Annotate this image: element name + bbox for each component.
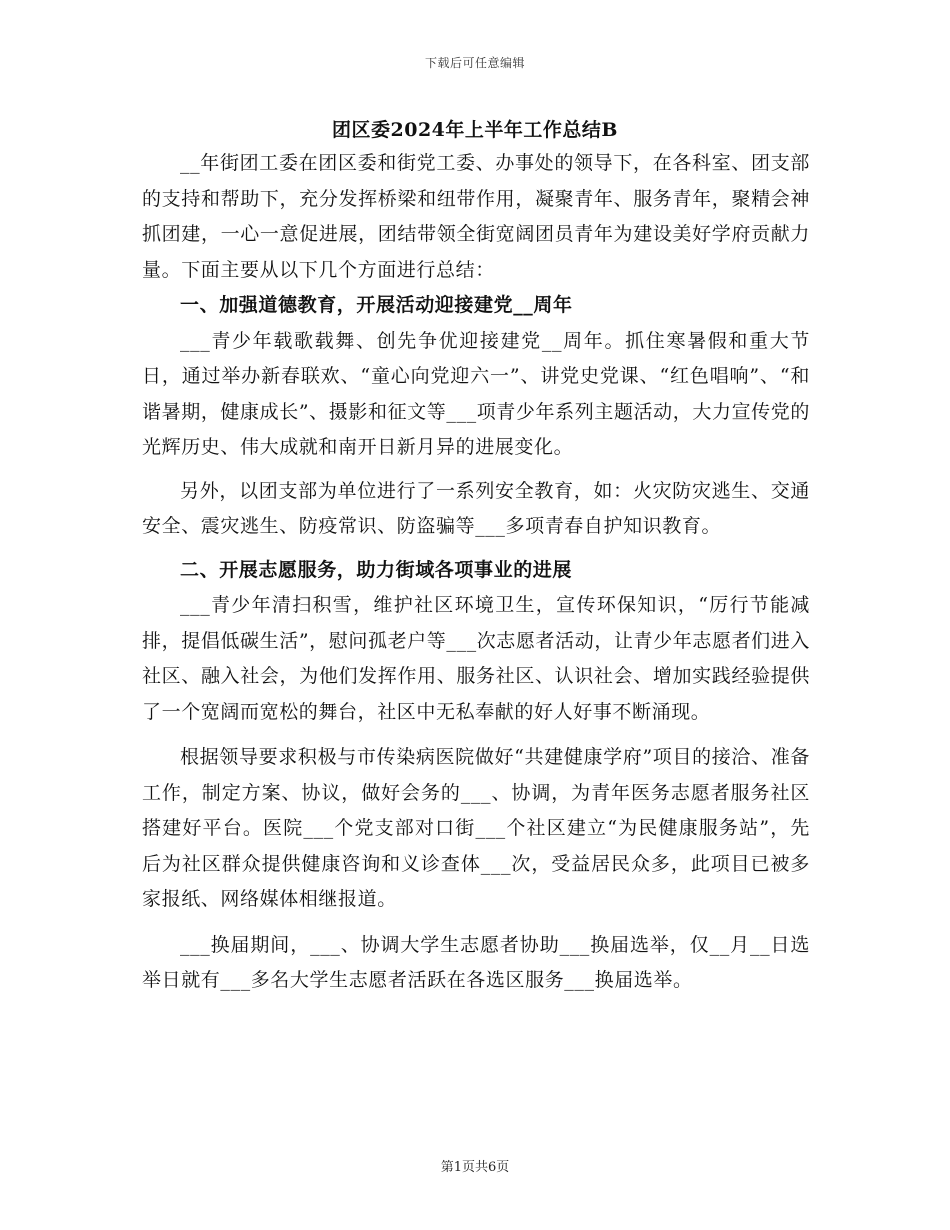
section-heading-1: 一、加强道德教育，开展活动迎接建党__周年 — [180, 294, 573, 316]
section-heading-2: 二、开展志愿服务，助力街域各项事业的进展 — [180, 558, 573, 581]
body-paragraph: ___换届期间，___、协调大学生志愿者协助___换届选举，仅__月__日选举日就有___多名大学生志愿者活跃在各选区服务___换届选举。 — [142, 933, 810, 991]
document-body — [142, 146, 810, 999]
header-note: 下载后可任意编辑 — [424, 56, 525, 70]
body-paragraph: ___青少年清扫积雪，维护社区环境卫生，宣传环保知识，“厉行节能减排，提倡低碳生活”，慰问孤老户等___次志愿者活动，让青少年志愿者们进入社区、融入社会，为他们发挥作用、服务社区、认识社会、增加实践经验提供了一个宽阔而宽松的舞台，社区中无私奉献的好人好事不断涌现。 — [142, 594, 810, 723]
document-title: 团区委2024年上半年工作总结B — [332, 119, 618, 141]
intro-paragraph: __年街团工委在团区委和街党工委、办事处的领导下，在各科室、团支部的支持和帮助下，充分发挥桥梁和纽带作用，凝聚青年、服务青年，聚精会神抓团建，一心一意促进展，团结带领全街宽阔团员青年为建设美好学府贡献力量。下面主要从以下几个方面进行总结： — [142, 152, 810, 281]
body-paragraph: ___青少年载歌载舞、创先争优迎接建党__周年。抓住寒暑假和重大节日，通过举办新春联欢、“童心向党迎六一”、讲党史党课、“红色唱响”、“和谐暑期，健康成长”、摄影和征文等___项青少年系列主题活动，大力宣传党的光辉历史、伟大成就和南开日新月异的进展变化。 — [142, 329, 810, 458]
body-paragraph: 另外，以团支部为单位进行了一系列安全教育，如：火灾防灾逃生、交通安全、震灾逃生、防疫常识、防盗骗等___多项青春自护知识教育。 — [142, 479, 810, 537]
page-footer: 第1页共6页 — [440, 1160, 510, 1175]
body-paragraph: 根据领导要求积极与市传染病医院做好“共建健康学府”项目的接洽、准备工作，制定方案、协议，做好会务的___、协调，为青年医务志愿者服务社区搭建好平台。医院___个党支部对口街___个社区建立“为民健康服务站”，先后为社区群众提供健康咨询和义诊查体___次，受益居民众多，此项目已被多家报纸、网络媒体相继报道。 — [142, 746, 810, 910]
